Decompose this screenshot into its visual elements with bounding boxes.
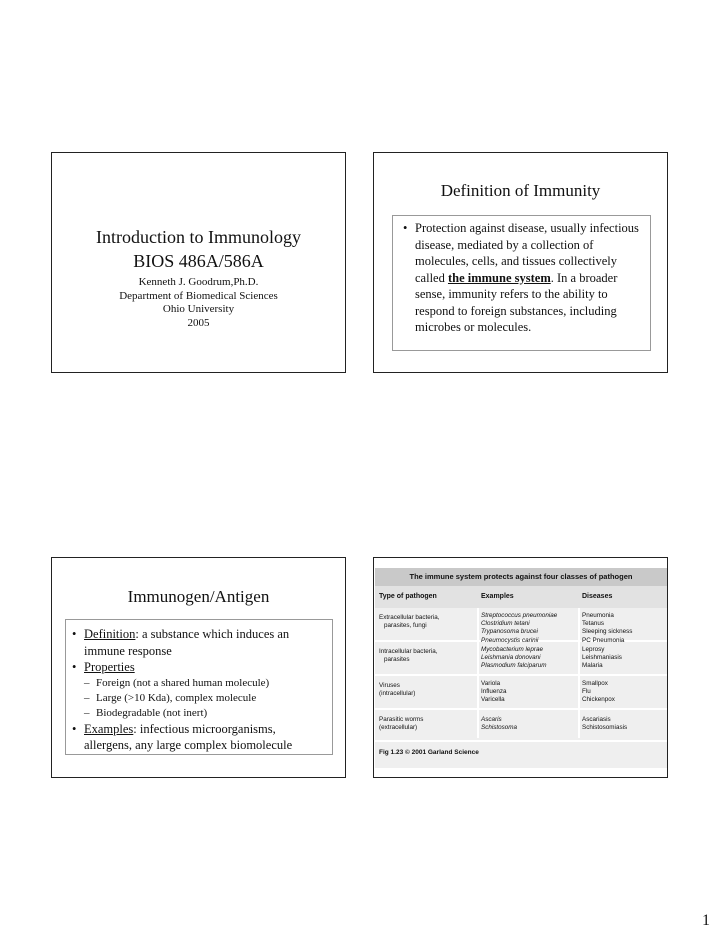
example-item: Leishmania donovani (481, 654, 541, 662)
pathogen-examples (481, 612, 581, 645)
slide-immunogen-antigen (51, 557, 346, 778)
author-block (52, 276, 345, 330)
disease-item: Leishmaniasis (582, 654, 622, 662)
table-row (375, 608, 667, 642)
table-header (375, 586, 667, 608)
figure-title: The immune system protects against four classes of pathogen (375, 568, 667, 586)
properties-label: Properties (84, 660, 135, 674)
examples-label: Examples (84, 721, 134, 736)
course-code: BIOS 486A/586A (133, 251, 264, 271)
page-number: 1 (702, 912, 710, 929)
type-line: parasites, fungi (384, 622, 427, 630)
pathogen-diseases (582, 716, 667, 732)
pathogen-type (379, 682, 469, 698)
example-item: Varicella (481, 696, 505, 704)
disease-item: Pneumonia (582, 612, 614, 619)
university: Ohio University (162, 303, 235, 315)
type-line: parasites (384, 656, 410, 664)
pathogen-diseases (582, 646, 667, 671)
pathogen-diseases (582, 612, 667, 645)
pathogen-diseases (582, 680, 667, 705)
bullet-definition: • Definition: a substance which induces an immune response (72, 627, 290, 658)
example-item: Clostridium tetani (481, 620, 530, 628)
disease-item: Flu (582, 688, 591, 696)
sub-item-text: Biodegradable (not inert) (96, 706, 208, 719)
bullet-text: Protection against disease, usually infectious disease, mediated by a collection of molecules, cells, and tissues collectively called (415, 221, 639, 285)
example-item: Streptococcus pneumoniae (481, 612, 558, 619)
slide-heading: Immunogen/Antigen (127, 587, 270, 606)
slide-title (52, 225, 345, 273)
type-line: Intracellular bacteria, (379, 648, 438, 655)
figure-caption: Fig 1.23 © 2001 Garland Science (379, 749, 479, 756)
table-row (375, 642, 667, 676)
disease-item: Leprosy (582, 646, 605, 653)
type-line: Parasitic worms (379, 716, 424, 723)
example-item: Mycobacterium leprae (481, 646, 543, 653)
slide-pathogen-figure (373, 557, 668, 778)
table-body (375, 608, 667, 742)
pathogen-examples (481, 646, 581, 671)
disease-item: Sleeping sickness (582, 628, 633, 636)
slide-definition-immunity (373, 152, 668, 373)
example-item: Pneumocystis carinii (481, 636, 539, 644)
year: 2005 (187, 316, 210, 329)
pathogen-type (379, 614, 469, 630)
disease-item: Schistosomiasis (582, 724, 628, 732)
table-row (375, 710, 667, 742)
pathogen-table-figure (375, 568, 667, 768)
header-type: Type of pathogen (379, 593, 437, 600)
pathogen-type (379, 716, 469, 732)
emphasis-text: the immune system (447, 270, 551, 285)
sub-item-text: Foreign (not a shared human molecule) (96, 676, 270, 689)
example-item: Schistosoma (481, 724, 518, 732)
sub-item: – Biodegradable (not inert) (84, 706, 208, 719)
header-diseases: Diseases (582, 593, 613, 600)
bullet-box (392, 215, 651, 351)
type-line: Extracellular bacteria, (379, 614, 440, 621)
disease-item: Smallpox (582, 680, 608, 687)
bullet-box (65, 619, 333, 755)
example-item: Ascaris (481, 716, 502, 723)
bullet-properties: • Properties (72, 660, 135, 674)
author-name: Kenneth J. Goodrum,Ph.D. (138, 276, 259, 288)
department: Department of Biomedical Sciences (119, 289, 278, 302)
type-line: (extracellular) (379, 724, 418, 732)
pathogen-type (379, 648, 469, 664)
course-name: Introduction to Immunology (96, 227, 301, 247)
disease-item: PC Pneumonia (582, 636, 625, 644)
slide-title-intro (51, 152, 346, 373)
example-item: Influenza (481, 688, 507, 696)
sub-item-text: Large (>10 Kda), complex molecule (96, 691, 257, 704)
sub-item: – Foreign (not a shared human molecule) (84, 676, 270, 689)
sub-item: – Large (>10 Kda), complex molecule (84, 691, 257, 704)
disease-item: Tetanus (582, 620, 605, 628)
disease-item: Chickenpox (582, 696, 615, 704)
disease-item: Ascariasis (582, 716, 611, 723)
pathogen-examples (481, 680, 581, 705)
disease-item: Malaria (582, 662, 603, 670)
type-line: (intracellular) (379, 690, 416, 698)
slide-heading: Definition of Immunity (440, 181, 601, 200)
table-row (375, 676, 667, 710)
bullet-item: • Protection against disease, usually infectious disease, mediated by a collection of molecules, cells, and tissues collectively called the immune system. In a broader sense, immunity refers to the ability to respond to foreign substances, including microbes or molecules. (403, 221, 639, 334)
definition-label: Definition (84, 627, 136, 641)
example-item: Trypanosoma brucei (481, 628, 538, 636)
definition-text: : a substance which induces an immune response (84, 627, 290, 658)
header-examples: Examples (481, 593, 514, 600)
pathogen-examples (481, 716, 581, 732)
examples-text: : infectious microorganisms, allergens, any large complex biomolecule (84, 721, 293, 752)
example-item: Plasmodium falciparum (481, 662, 547, 670)
bullet-examples: • Examples: infectious microorganisms, allergens, any large complex biomolecule (72, 721, 293, 752)
example-item: Variola (481, 680, 501, 687)
bullet-text-continued: . In a broader sense, immunity refers to the ability to respond to foreign substances, including microbes or molecules. (415, 270, 618, 334)
type-line: Viruses (379, 682, 400, 689)
